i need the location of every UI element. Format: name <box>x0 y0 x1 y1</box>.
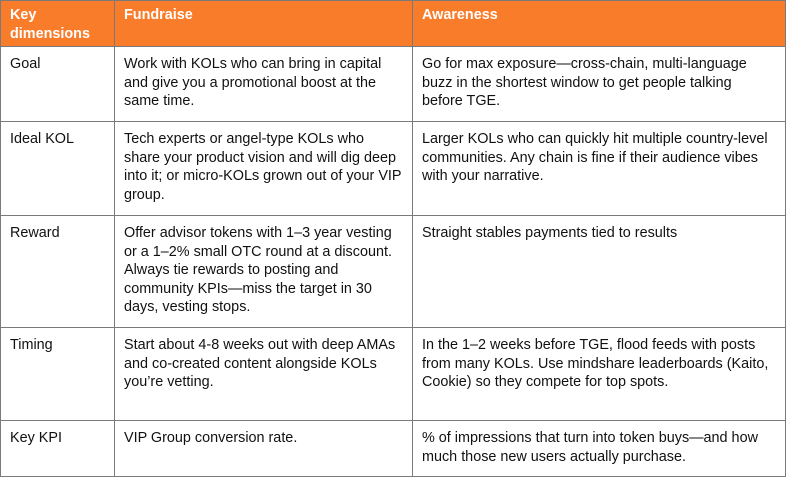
header-key-dimensions: Key dimensions <box>1 1 115 47</box>
row-fundraise-cell: Offer advisor tokens with 1–3 year vesting or a 1–2% small OTC round at a discount. Always tie rewards to posting and community KPIs—miss the target in 30 days, vesting stops. <box>115 216 413 328</box>
row-dimension: Ideal KOL <box>1 122 115 216</box>
table-row <box>1 421 786 477</box>
row-awareness-cell: Go for max exposure—cross-chain, multi-language buzz in the shortest window to get people talking before TGE. <box>413 47 786 122</box>
row-fundraise-cell: Start about 4-8 weeks out with deep AMAs and co-created content alongside KOLs you’re vetting. <box>115 328 413 421</box>
table-row <box>1 47 786 122</box>
table-row <box>1 216 786 328</box>
header-awareness: Awareness <box>413 1 786 47</box>
row-fundraise-cell: Work with KOLs who can bring in capital and give you a promotional boost at the same time. <box>115 47 413 122</box>
table-row <box>1 328 786 421</box>
row-dimension: Goal <box>1 47 115 122</box>
row-dimension: Key KPI <box>1 421 115 477</box>
header-row <box>1 1 786 47</box>
row-awareness-cell: In the 1–2 weeks before TGE, flood feeds with posts from many KOLs. Use mindshare leaderboards (Kaito, Cookie) so they compete for top spots. <box>413 328 786 421</box>
row-fundraise-cell: VIP Group conversion rate. <box>115 421 413 477</box>
row-awareness-cell: Straight stables payments tied to results <box>413 216 786 328</box>
row-dimension: Timing <box>1 328 115 421</box>
row-awareness-cell: % of impressions that turn into token buys—and how much those new users actually purchase. <box>413 421 786 477</box>
header-fundraise: Fundraise <box>115 1 413 47</box>
table-row <box>1 122 786 216</box>
row-fundraise-cell: Tech experts or angel-type KOLs who share your product vision and will dig deep into it; or micro-KOLs grown out of your VIP group. <box>115 122 413 216</box>
row-awareness-cell: Larger KOLs who can quickly hit multiple country-level communities. Any chain is fine if their audience vibes with your narrative. <box>413 122 786 216</box>
row-dimension: Reward <box>1 216 115 328</box>
